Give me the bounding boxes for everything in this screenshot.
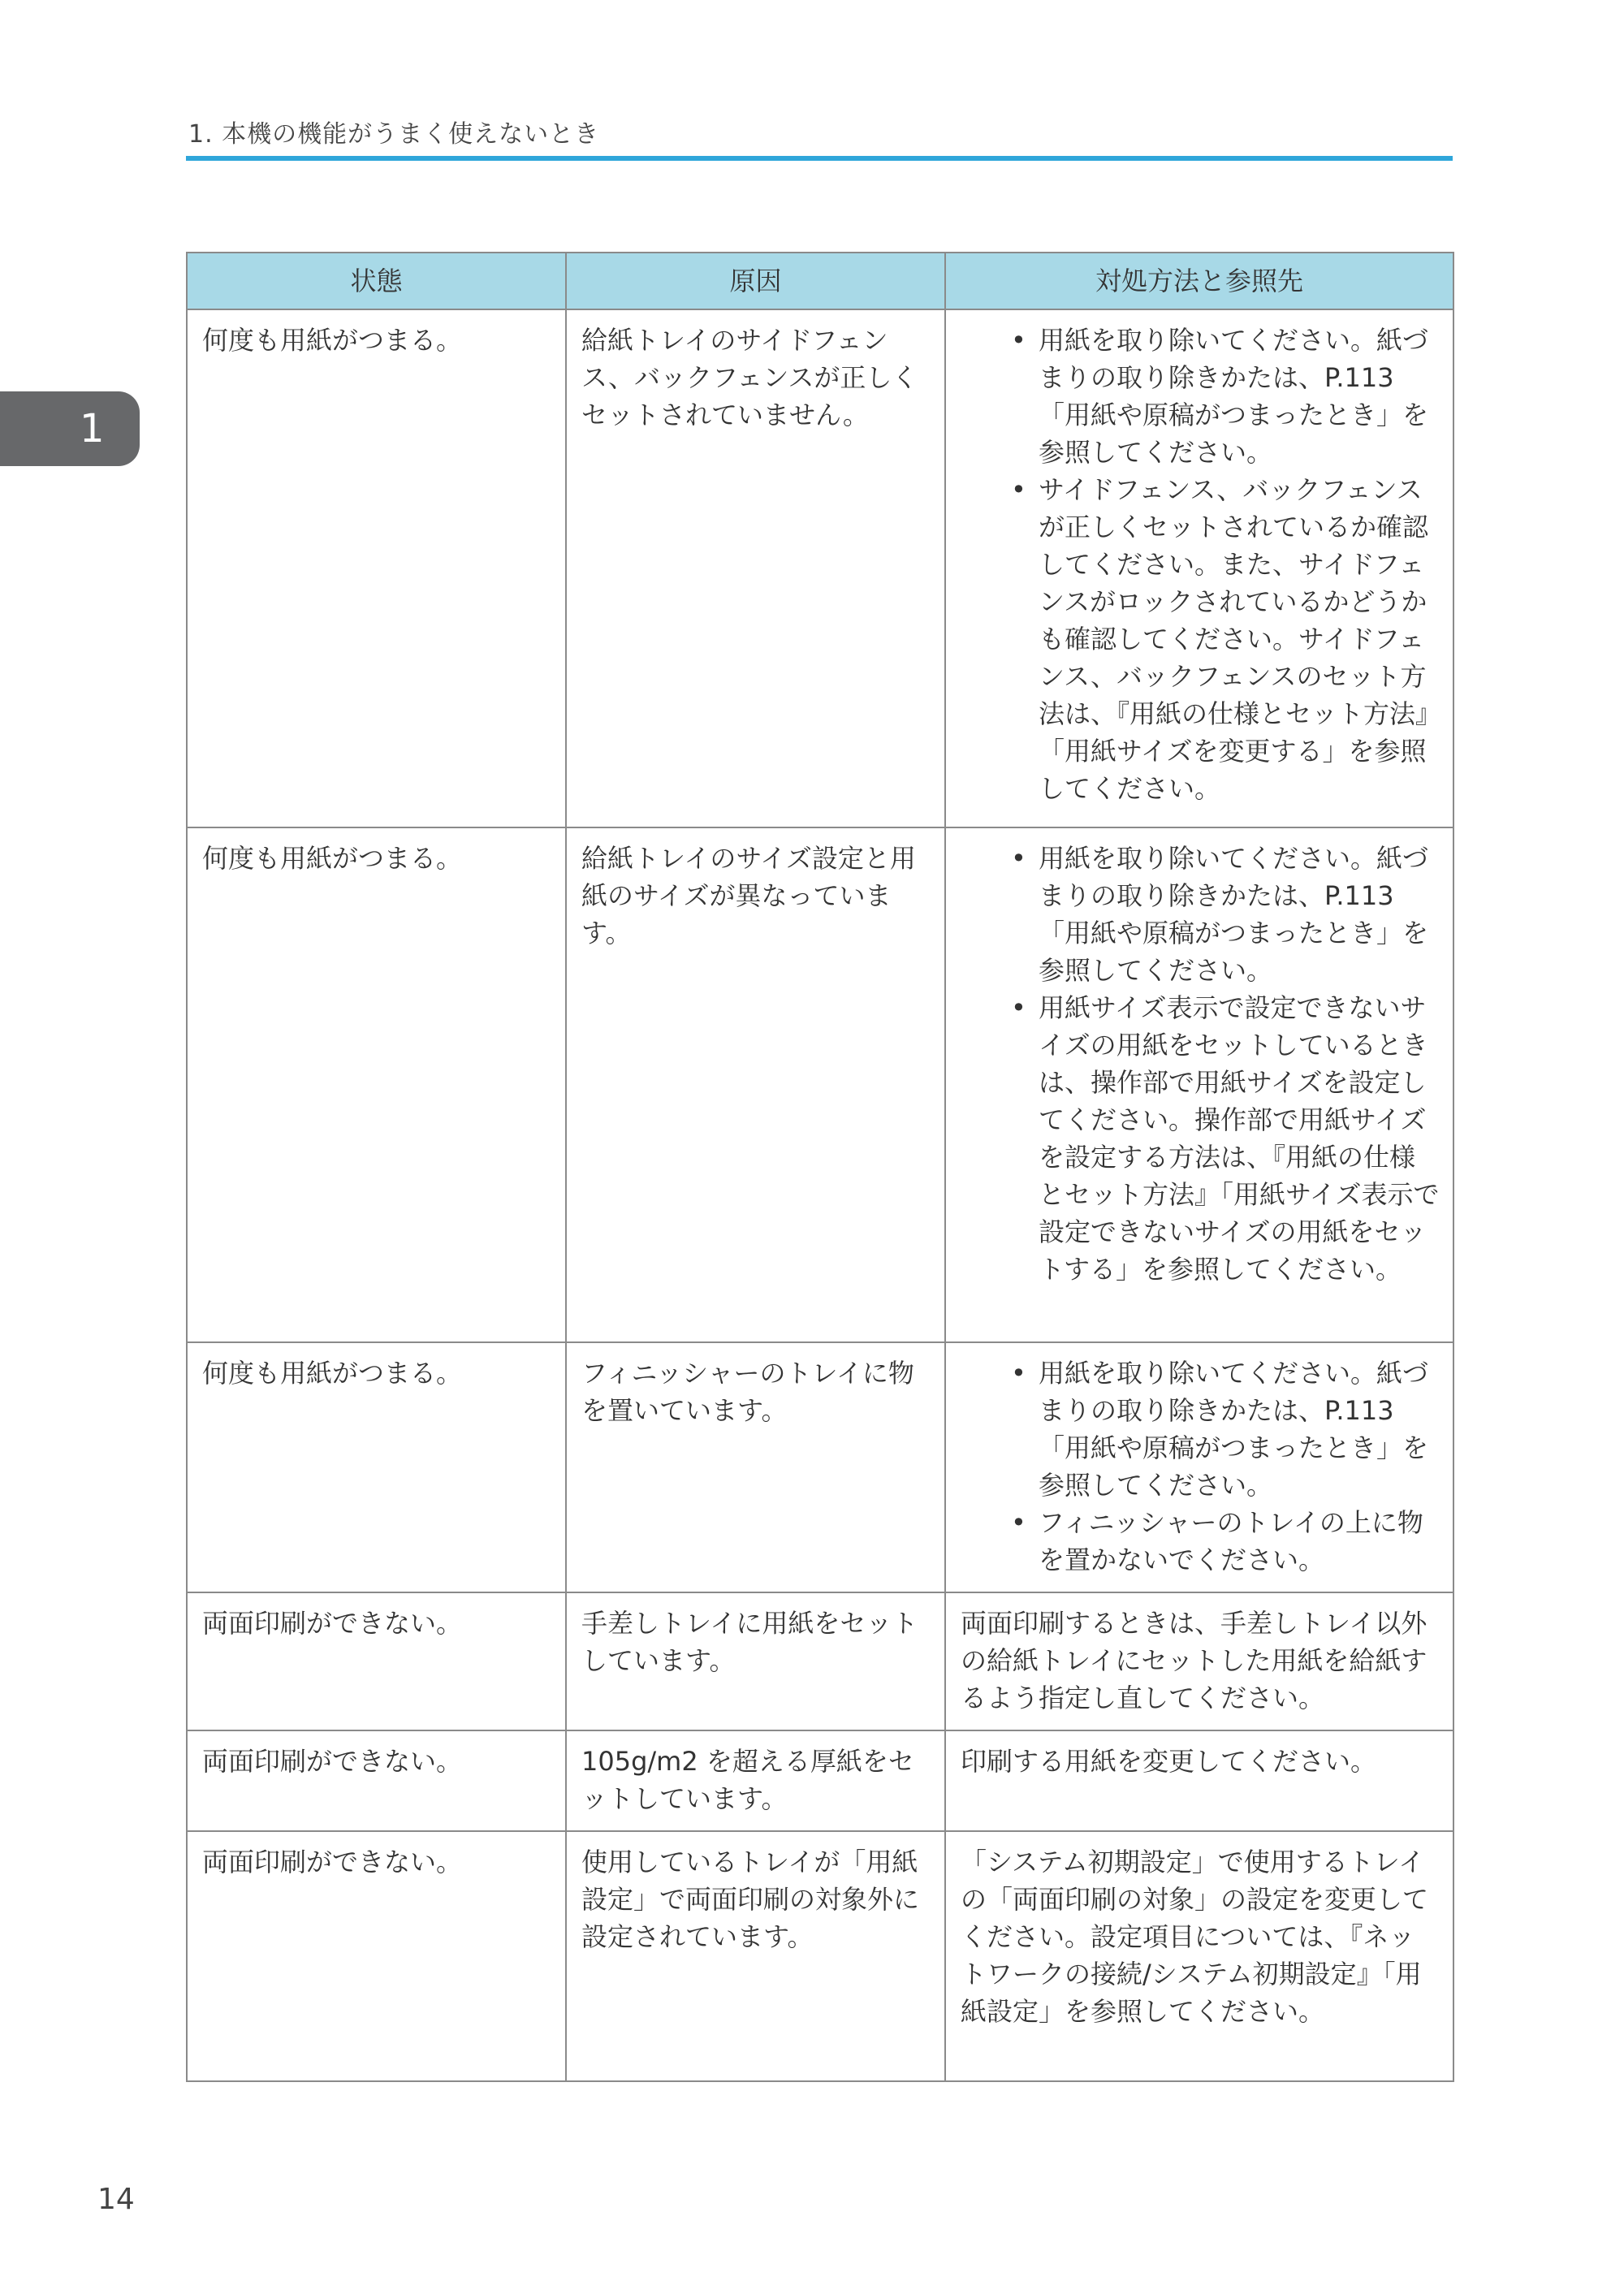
remedy-list (961, 840, 1440, 1288)
cause-cell: 給紙トレイのサイズ設定と用紙のサイズが異なっています。 (566, 827, 945, 1342)
state-cell: 両面印刷ができない。 (187, 1831, 566, 2081)
remedy-cell: 「システム初期設定」で使用するトレイの「両面印刷の対象」の設定を変更してください。設定項目については、『ネットワークの接続/システム初期設定』「用紙設定」を参照してください。 (945, 1831, 1453, 2081)
state-cell: 両面印刷ができない。 (187, 1730, 566, 1831)
state-cell: 両面印刷ができない。 (187, 1592, 566, 1730)
column-header-state: 状態 (187, 253, 566, 309)
table-row (187, 1831, 1453, 2081)
remedy-item: • フィニッシャーのトレイの上に物を置かないでください。 (961, 1504, 1440, 1579)
remedy-item: • 用紙サイズ表示で設定できないサイズの用紙をセットしているときは、操作部で用紙サイズを設定してください。操作部で用紙サイズを設定する方法は、『用紙の仕様とセット方法』「用紙サイズ表示で設定できないサイズの用紙をセットする」を参照してください。 (961, 989, 1440, 1288)
page-number: 14 (97, 2183, 135, 2216)
column-header-cause: 原因 (566, 253, 945, 309)
remedy-item: • 用紙を取り除いてください。紙づまりの取り除きかたは、P.113「用紙や原稿がつまったとき」を参照してください。 (961, 1354, 1440, 1504)
table-header-row (187, 253, 1453, 309)
cause-cell: フィニッシャーのトレイに物を置いています。 (566, 1342, 945, 1592)
remedy-cell (945, 827, 1453, 1342)
remedy-cell (945, 309, 1453, 827)
state-cell: 何度も用紙がつまる。 (187, 1342, 566, 1592)
cause-cell: 105g/m2 を超える厚紙をセットしています。 (566, 1730, 945, 1831)
header-rule (186, 156, 1453, 161)
table-row (187, 309, 1453, 827)
remedy-list (961, 1354, 1440, 1579)
cause-cell: 手差しトレイに用紙をセットしています。 (566, 1592, 945, 1730)
remedy-cell (945, 1342, 1453, 1592)
table-row (187, 1730, 1453, 1831)
table-row (187, 827, 1453, 1342)
cause-cell: 使用しているトレイが「用紙設定」で両面印刷の対象外に設定されています。 (566, 1831, 945, 2081)
remedy-cell: 印刷する用紙を変更してください。 (945, 1730, 1453, 1831)
state-cell: 何度も用紙がつまる。 (187, 309, 566, 827)
running-head: 1. 本機の機能がうまく使えないとき (188, 120, 600, 149)
remedy-item: • 用紙を取り除いてください。紙づまりの取り除きかたは、P.113「用紙や原稿がつまったとき」を参照してください。 (961, 840, 1440, 989)
cause-cell: 給紙トレイのサイドフェンス、バックフェンスが正しくセットされていません。 (566, 309, 945, 827)
remedy-item: • 用紙を取り除いてください。紙づまりの取り除きかたは、P.113「用紙や原稿がつまったとき」を参照してください。 (961, 322, 1440, 471)
remedy-item: • サイドフェンス、バックフェンスが正しくセットされているか確認してください。また、サイドフェンスがロックされているかどうかも確認してください。サイドフェンス、バックフェンスのセット方法は、『用紙の仕様とセット方法』「用紙サイズを変更する」を参照してください。 (961, 471, 1440, 807)
table-row (187, 1592, 1453, 1730)
column-header-remedy: 対処方法と参照先 (945, 253, 1453, 309)
table-row (187, 1342, 1453, 1592)
state-cell: 何度も用紙がつまる。 (187, 827, 566, 1342)
troubleshooting-table (186, 252, 1454, 2082)
chapter-tab: 1 (0, 391, 140, 466)
remedy-list (961, 322, 1440, 807)
remedy-cell: 両面印刷するときは、手差しトレイ以外の給紙トレイにセットした用紙を給紙するよう指定し直してください。 (945, 1592, 1453, 1730)
